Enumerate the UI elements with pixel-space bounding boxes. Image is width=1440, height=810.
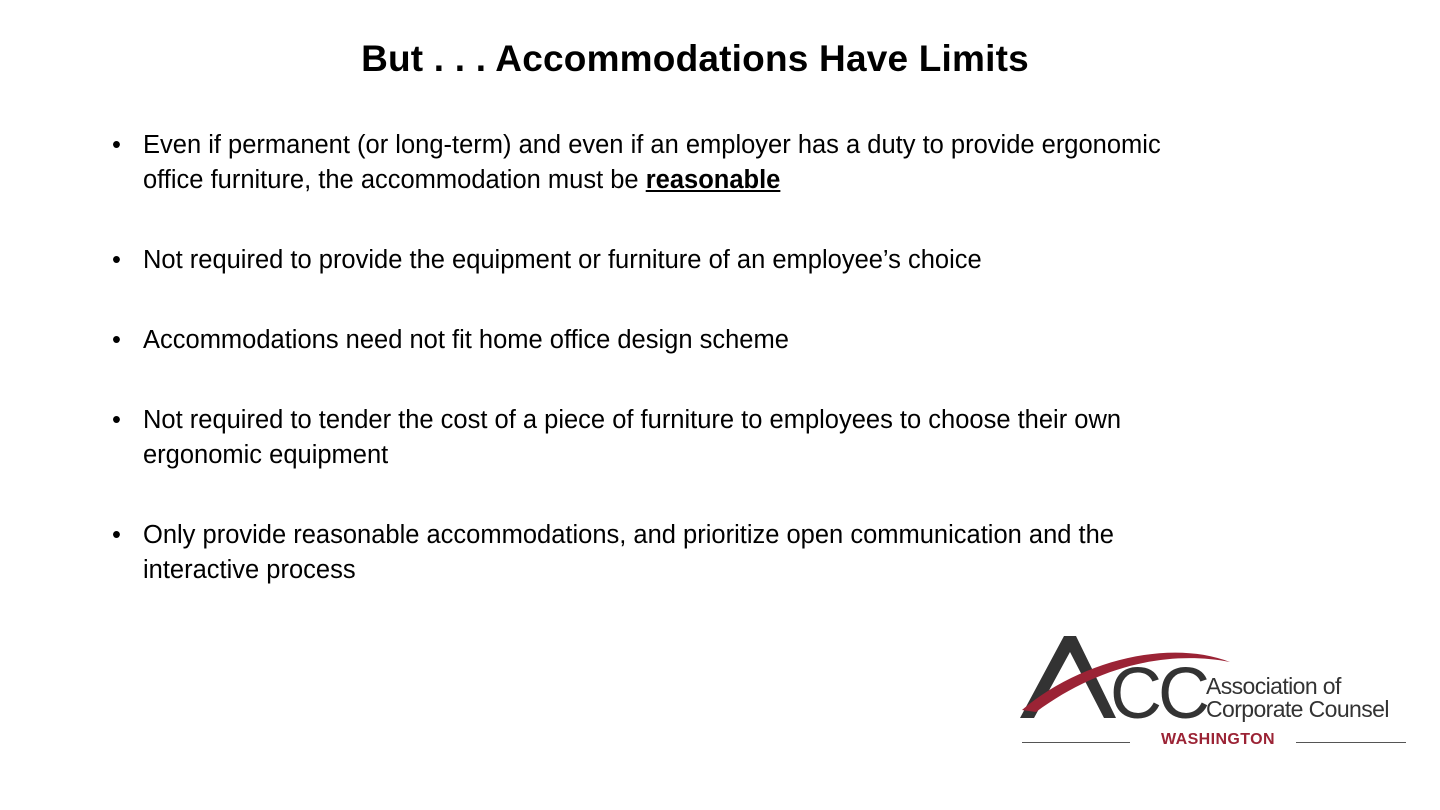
acc-logo (1018, 632, 1410, 754)
logo-mark-text: CC (1110, 654, 1206, 732)
bullet-item (112, 243, 1192, 278)
bullet-list (112, 128, 1192, 633)
bullet-text: Accommodations need not fit home office design scheme (143, 326, 789, 354)
bullet-item (112, 128, 1192, 198)
bullet-item (112, 403, 1192, 473)
logo-line2: Corporate Counsel (1206, 696, 1389, 722)
logo-rule-left (1022, 742, 1130, 743)
slide-title: But . . . Accommodations Have Limits (361, 38, 1029, 79)
bullet-emphasis: reasonable (645, 166, 781, 194)
logo-line1: Association of (1206, 673, 1341, 699)
bullet-item (112, 518, 1192, 588)
logo-region: WASHINGTON (1161, 731, 1275, 748)
bullet-text: Only provide reasonable accommodations, and prioritize open communication and the interactive process (143, 521, 1114, 584)
bullet-text: Not required to tender the cost of a piece of furniture to employees to choose their own ergonomic equipment (143, 406, 1122, 469)
bullet-text: Even if permanent (or long-term) and even if an employer has a duty to provide ergonomic office furniture, the accommodation must be (143, 131, 1161, 194)
bullet-text: Not required to provide the equipment or furniture of an employee’s choice (143, 246, 982, 274)
logo-rule-right (1296, 742, 1406, 743)
bullet-item (112, 323, 1192, 358)
